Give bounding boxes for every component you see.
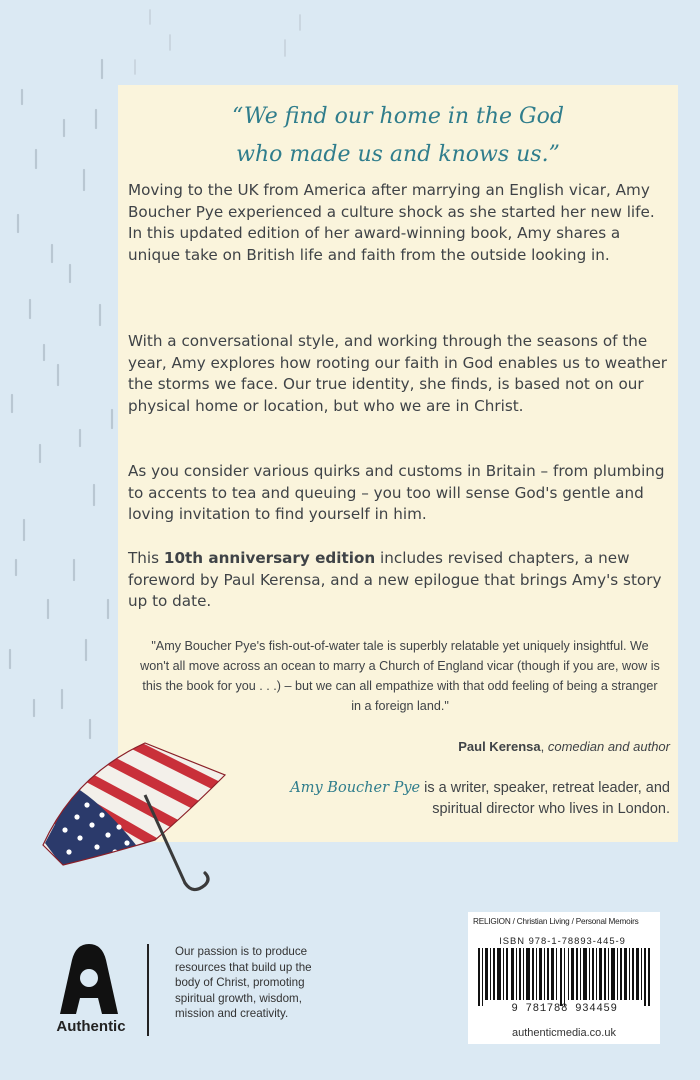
pull-quote-line-1: “We find our home in the God: [232, 104, 564, 129]
anniversary-bold: 10th anniversary edition: [163, 549, 376, 567]
author-bio-text: is a writer, speaker, retreat leader, and spiritual director who lives in London.: [420, 780, 670, 817]
paragraph-anniversary: [128, 548, 668, 613]
paragraph-1: Moving to the UK from America after marrying an English vicar, Amy Boucher Pye experienced a culture shock as she started her new life. In this updated edition of her award-winning book, Amy shares a unique take on British life and faith from the outside looking in.: [128, 181, 655, 264]
author-bio: [240, 778, 670, 820]
publisher-name: Authentic: [56, 1018, 126, 1035]
endorsement-attribution: Paul Kerensa, comedian and author: [458, 739, 670, 754]
barcode-isbn: ISBN 978-1-78893-445-9: [499, 935, 626, 946]
anniversary-post: includes revised chapters, a new foreword by Paul Kerensa, and a new epilogue that brings Amy's story up to date.: [128, 549, 662, 610]
authentic-logo-icon: [58, 942, 120, 1017]
divider-line: [147, 944, 149, 1036]
paragraph-2: With a conversational style, and working through the seasons of the year, Amy explores how rooting our faith in God enables us to weather the storms we face. Our true identity, she finds, is based not on our physical home or location, but who we are in Christ.: [128, 332, 668, 415]
umbrella-american-flag-icon: [35, 735, 230, 895]
publisher-mission: Our passion is to produce resources that build up the body of Christ, promoting spiritual growth, wisdom, mission and creativity.: [175, 945, 312, 1020]
pull-quote: [118, 98, 678, 174]
paragraph-3: As you consider various quirks and customs in Britain – from plumbing to accents to tea and queuing – you too will sense God's gentle and loving invitation to find yourself in him.: [128, 462, 665, 523]
anniversary-pre: This: [128, 549, 164, 567]
pull-quote-line-2: who made us and knows us.”: [236, 142, 560, 167]
author-name: Amy Boucher Pye: [290, 780, 421, 796]
barcode-category: RELIGION / Christian Living / Personal Memoirs: [473, 917, 639, 926]
barcode-number: 9 781788 934459: [511, 1003, 618, 1015]
endorsement-quote: "Amy Boucher Pye's fish-out-of-water tale is superbly relatable yet uniquely insightful. We won't all move across an ocean to marry a Church of England vicar (though if you are, wow is this the book for you . . .) – but we can all empathize with that odd feeling of being a stranger in a foreign land.": [140, 639, 660, 713]
barcode: [476, 948, 652, 1006]
endorser-name: Paul Kerensa: [458, 739, 541, 754]
endorser-role: comedian and author: [547, 739, 670, 754]
publisher-url: authenticmedia.co.uk: [512, 1027, 616, 1039]
